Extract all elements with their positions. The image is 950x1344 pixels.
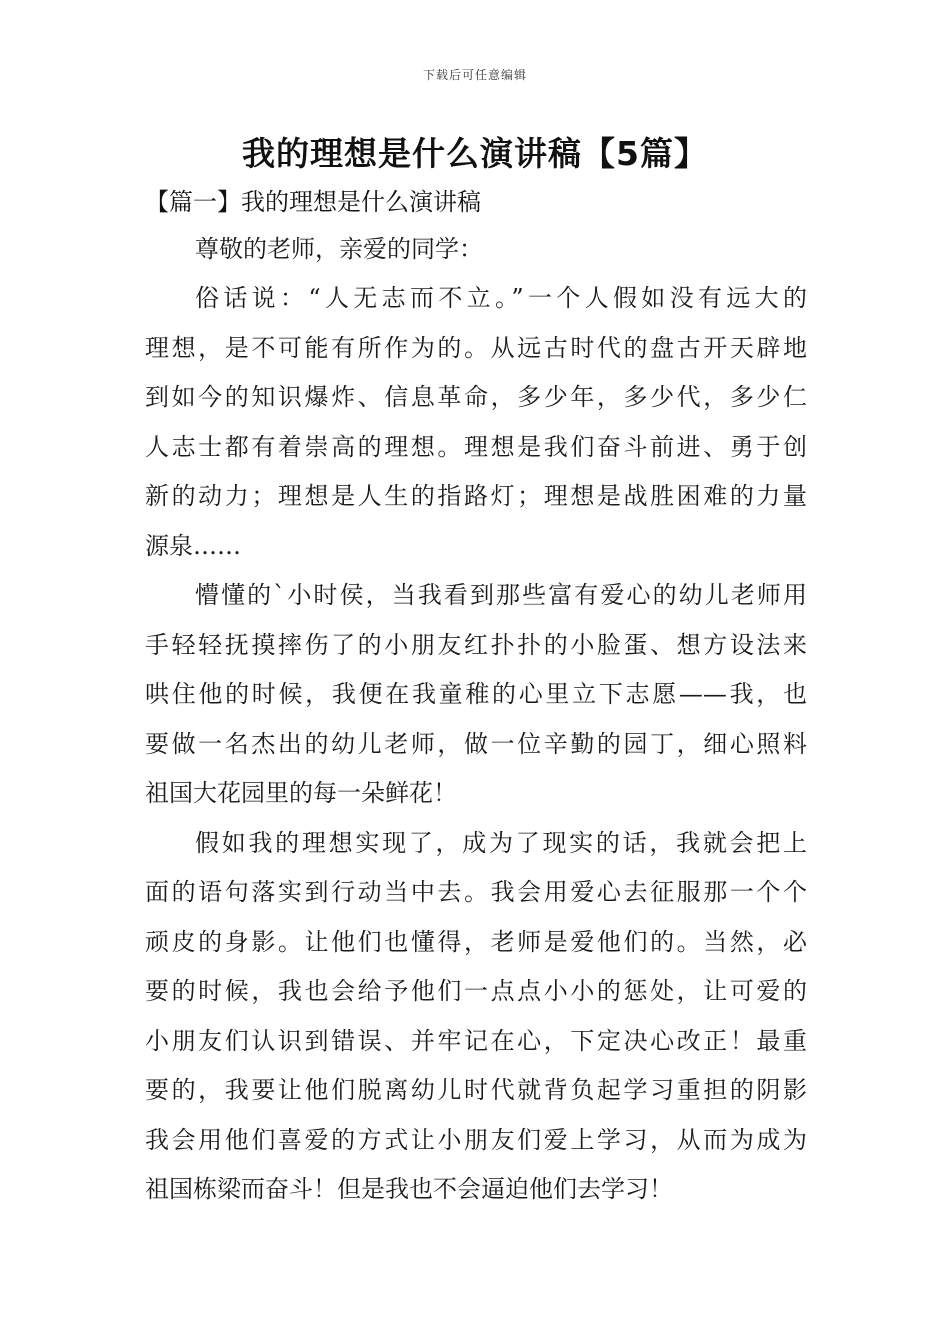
text-line: 要的时候，我也会给予他们一点点小小的惩处，让可爱的 — [145, 977, 807, 1005]
text-line: 源泉…… — [145, 531, 241, 560]
document-title: 我的理想是什么演讲稿【5篇】 — [242, 134, 708, 173]
paragraph-3 — [145, 819, 807, 1215]
header-note: 下载后可任意编辑 — [422, 68, 527, 82]
section-heading: 【篇一】我的理想是什么演讲稿 — [145, 188, 481, 216]
paragraph-2 — [145, 571, 807, 819]
text-line: 我会用他们喜爱的方式让小朋友们爱上学习，从而为成为 — [145, 1125, 807, 1154]
text-line: 面的语句落实到行动当中去。我会用爱心去征服那一个个 — [145, 878, 807, 906]
text-line: 俗话说：“人无志而不立。”一个人假如没有远大的 — [195, 284, 807, 312]
text-line: 人志士都有着崇高的理想。理想是我们奋斗前进、勇于创 — [145, 432, 807, 461]
text-line: 到如今的知识爆炸、信息革命，多少年，多少代，多少仁 — [145, 383, 807, 411]
text-line: 要做一名杰出的幼儿老师，做一位辛勤的园丁，细心照料 — [145, 729, 807, 758]
text-line: 手轻轻抚摸摔伤了的小朋友红扑扑的小脸蛋、想方设法来 — [145, 630, 807, 659]
text-line: 祖国栋梁而奋斗！但是我也不会逼迫他们去学习！ — [145, 1175, 673, 1203]
text-line: 祖国大花园里的每一朵鲜花！ — [145, 779, 457, 807]
text-line: 要的，我要让他们脱离幼儿时代就背负起学习重担的阴影 — [145, 1076, 807, 1104]
text-line: 哄住他的时候，我便在我童稚的心里立下志愿——我，也 — [145, 680, 807, 708]
text-line: 假如我的理想实现了，成为了现实的话，我就会把上 — [195, 828, 807, 857]
text-line: 理想，是不可能有所作为的。从远古时代的盘古开天辟地 — [145, 333, 807, 362]
text-line: 顽皮的身影。让他们也懂得，老师是爱他们的。当然，必 — [145, 927, 807, 956]
text-line: 新的动力；理想是人生的指路灯；理想是战胜困难的力量 — [145, 482, 807, 510]
text-line: 小朋友们认识到错误、并牢记在心，下定决心改正！最重 — [145, 1026, 807, 1055]
text-line: 懵懂的`小时侯，当我看到那些富有爱心的幼儿老师用 — [195, 581, 807, 609]
salutation: 尊敬的老师，亲爱的同学： — [195, 235, 483, 263]
paragraph-1 — [145, 274, 807, 571]
document-body — [145, 228, 807, 1215]
